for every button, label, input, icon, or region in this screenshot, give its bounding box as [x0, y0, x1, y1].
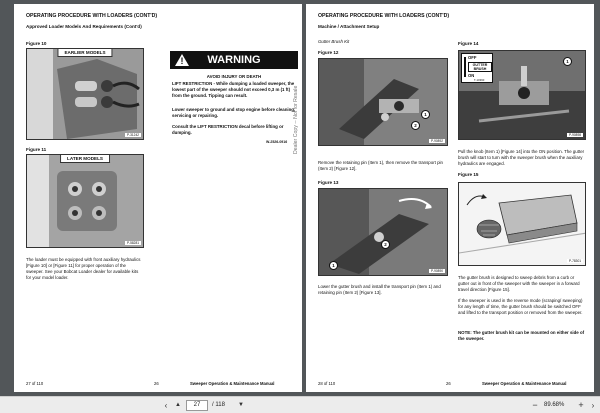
warning-line1: AVOID INJURY OR DEATH [206, 74, 262, 79]
figure-13-text: Lower the gutter brush and install the transport pin (Item 1) and retaining pin (Item 2) [Figure 13]. [318, 284, 441, 295]
warning-para2: Lower sweeper to ground and stop engine before cleaning, servicing or repairing. [172, 107, 296, 118]
zoom-in-icon[interactable]: + [578, 400, 584, 410]
pdf-toolbar [0, 396, 600, 413]
gutter-brush-switch-decal [461, 53, 493, 83]
page-total: / 118 [212, 402, 225, 408]
figure-10-image [26, 48, 144, 140]
warning-para1: LIFT RESTRICTION - While dumping a loaded sweeper, the lowest part of the sweeper should not exceed 0,3 m (1 ft) from the ground. Tipping can result. [172, 81, 295, 98]
figure-11-image [26, 154, 144, 248]
figure-10-label: Figure 10 [26, 41, 47, 46]
switch-off-label: OFF [468, 55, 477, 60]
figure-13-image [318, 188, 448, 276]
section-subheader: Approved Loader Models And Requirements (Cont'd) [26, 24, 142, 29]
next-page-icon[interactable]: ▼ [238, 402, 244, 408]
figure-13-callout-2: 2 [381, 240, 390, 249]
page-counter: 28 of 110 [318, 381, 336, 386]
figure-12-label: Figure 12 [318, 50, 339, 55]
figure-11-id: P-58281 [126, 241, 139, 245]
manual-title: Sweeper Operation & Maintenance Manual [482, 381, 567, 386]
page-number: 26 [154, 381, 159, 386]
body-text: The loader must be equipped with front auxiliary hydraulics [Figure 10] or [Figure 11] for proper operation of the sweeper. See your Bobcat Loader dealer for available kits for your model loader. [26, 257, 141, 280]
page-number: 26 [446, 381, 451, 386]
figure-10-title: EARLIER MODELS [57, 49, 112, 57]
figure-14-image [458, 50, 586, 140]
warning-code: W-2526-0916 [266, 140, 288, 144]
page-header: OPERATING PROCEDURE WITH LOADERS (CONT'D) [318, 13, 450, 19]
figure-13-id: P-90890 [430, 269, 443, 273]
figure-10-id: P-31242 [126, 133, 139, 137]
figure-14-label: Figure 14 [458, 41, 479, 46]
warning-banner [170, 51, 298, 69]
warning-heading: WARNING [207, 54, 261, 66]
figure-11-title: LATER MODELS [60, 155, 110, 163]
figure-15-label: Figure 15 [458, 172, 479, 177]
figure-15-id: P-78301 [568, 259, 581, 263]
reverse-mode-text: If the sweeper is used in the reverse mode (scraping/ sweeping) for any length of time, the gutter brush should be switched OFF and lifted to the transport position or removed from the sweeper. [458, 298, 583, 315]
zoom-out-icon[interactable]: − [532, 400, 538, 410]
left-page [14, 4, 302, 392]
page-number-input[interactable]: 27 [186, 400, 208, 411]
warning-para3: Consult the LIFT RESTRICTION decal before lifting or dumping. [172, 124, 284, 135]
figure-14-text: Pull the knob (Item 1) [Figure 14] into the ON position. The gutter brush will start to turn with the sweeper brush when the auxiliary hydraulics are engaged. [458, 149, 585, 166]
switch-slot [464, 57, 466, 77]
warning-exclamation-icon: ! [180, 56, 184, 66]
figure-11-label: Figure 11 [26, 147, 47, 152]
page-header: OPERATING PROCEDURE WITH LOADERS (CONT'D) [26, 13, 158, 19]
watermark-text: Dealer Copy -- Not for Resale [293, 85, 299, 154]
figure-14-callout-1: 1 [563, 57, 572, 66]
manual-title: Sweeper Operation & Maintenance Manual [190, 381, 275, 386]
section-italic: Gutter Brush Kit [318, 39, 350, 44]
scroll-right-icon[interactable]: › [591, 401, 595, 410]
figure-15-image [458, 182, 586, 266]
figure-13-callout-1: 1 [329, 261, 338, 270]
previous-page-icon[interactable]: ▲ [175, 402, 181, 408]
figure-15-text: The gutter brush is designed to sweep debris from a curb or gutter out in front of the sweeper with the sweeper in a forward travel direction [Figure 15]. [458, 275, 580, 292]
scroll-left-icon[interactable]: ‹ [164, 401, 168, 410]
figure-12-text: Remove the retaining pin (Item 1), then remove the transport pin (Item 2) [Figure 12]. [318, 160, 443, 171]
page-counter: 27 of 110 [26, 381, 44, 386]
figure-12-callout-1: 1 [421, 110, 430, 119]
figure-12-callout-2: 2 [411, 121, 420, 130]
switch-label: GUTTER BRUSH [468, 62, 492, 72]
figure-14-id: P-90898 [568, 133, 581, 137]
section-subheader: Machine / Attachment Setup [318, 24, 380, 29]
zoom-level[interactable]: 89.68% [544, 402, 565, 408]
figure-12-image [318, 58, 448, 146]
figure-13-label: Figure 13 [318, 180, 339, 185]
figure-12-id: P-90892 [430, 139, 443, 143]
switch-on-label: ON [468, 73, 475, 78]
note-text: NOTE: The gutter brush kit can be mounted on either side of the sweeper. [458, 330, 585, 341]
switch-decal-id: T-10390 [474, 78, 485, 82]
right-page [306, 4, 594, 392]
